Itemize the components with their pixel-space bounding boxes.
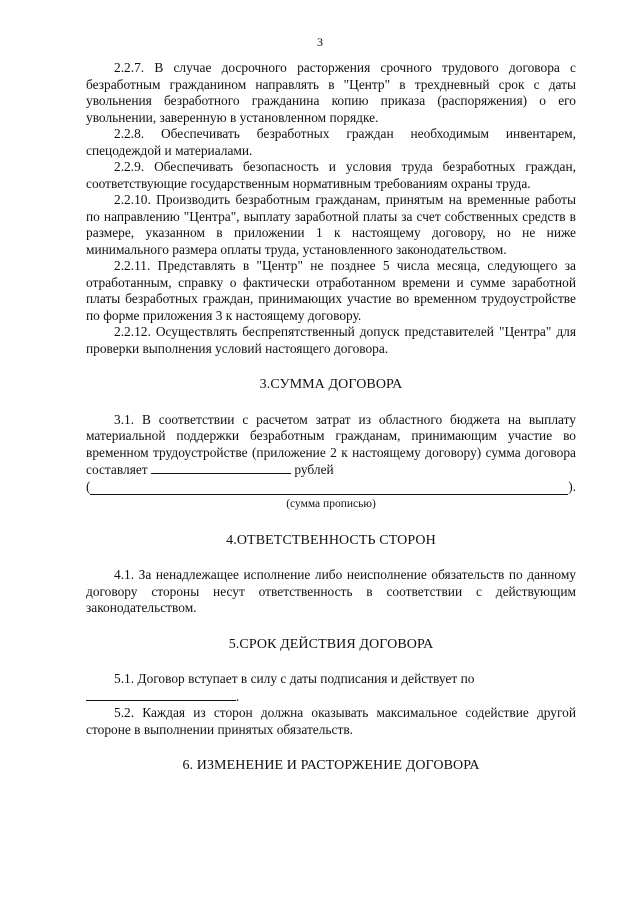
open-paren: ( (86, 478, 91, 494)
clause-3-1 (86, 412, 576, 479)
sum-amount-blank (151, 461, 291, 474)
clause-5-1-end-line (86, 688, 576, 706)
clause-3-1-text: 3.1. В соответствии с расчетом затрат из областного бюджета на выплату материальной поддержки безработным гражданам, принимающим участие во временном трудоустройстве (приложение 2 к настоящему договору) сумма договора составляет (86, 411, 576, 477)
section-5-heading: 5.СРОК ДЕЙСТВИЯ ДОГОВОРА (228, 636, 434, 652)
clause-2-2-12: 2.2.12. Осуществлять беспрепятственный допуск представителей "Центра" для проверки выполнения условий настоящего договора. (86, 324, 576, 356)
section-4-heading: 4.ОТВЕТСТВЕННОСТЬ СТОРОН (226, 532, 436, 548)
document-body (86, 60, 576, 793)
sum-in-words-caption: (сумма прописью) (286, 498, 376, 510)
section-3-heading: 3.СУММА ДОГОВОРА (259, 377, 403, 392)
clause-2-2-10: 2.2.10. Производить безработным гражданам, принятым на временные работы по направлению "Центра", выплату заработной платы за счет собственных средств в размере, указанном в приложении 1 к настоящему договору, но не ниже минимального размера оплаты труда, установленного законодательством. (86, 192, 576, 257)
clause-5-2: 5.2. Каждая из сторон должна оказывать максимальное содействие другой стороне в выполнении принятых обязательств. (86, 705, 576, 737)
currency-label: рублей (294, 462, 334, 477)
clause-5-1-end: . (236, 688, 240, 704)
end-date-blank (86, 688, 236, 701)
close-paren: ). (568, 478, 576, 494)
sum-in-words-blank (90, 482, 568, 495)
sum-in-words-line (86, 479, 576, 496)
clause-5-1: 5.1. Договор вступает в силу с даты подписания и действует по (114, 671, 475, 686)
section-6-heading: 6. ИЗМЕНЕНИЕ И РАСТОРЖЕНИЕ ДОГОВОРА (182, 758, 480, 773)
clause-2-2-9: 2.2.9. Обеспечивать безопасность и условия труда безработных граждан, соответствующие государственным нормативным требованиям охраны труда. (86, 159, 576, 191)
clause-4-1: 4.1. За ненадлежащее исполнение либо неисполнение обязательств по данному договору стороны несут ответственность в соответствии с действующим законодательством. (86, 567, 576, 615)
page-number: 3 (317, 35, 323, 49)
clause-2-2-11: 2.2.11. Представлять в "Центр" не позднее 5 числа месяца, следующего за отработанным, справку о фактически отработанном времени и сумме заработной платы безработных граждан, принимающих участие во временном трудоустройстве по форме приложения 3 к настоящему договору. (86, 258, 576, 323)
clause-2-2-8: 2.2.8. Обеспечивать безработных граждан необходимым инвентарем, спецодеждой и материалами. (86, 126, 576, 158)
clause-2-2-7: 2.2.7. В случае досрочного расторжения срочного трудового договора с безработным гражданином направлять в "Центр" в трехдневный срок с даты увольнения безработного гражданина копию приказа (распоряжения) о его увольнении, заверенную в установленном порядке. (86, 60, 576, 125)
